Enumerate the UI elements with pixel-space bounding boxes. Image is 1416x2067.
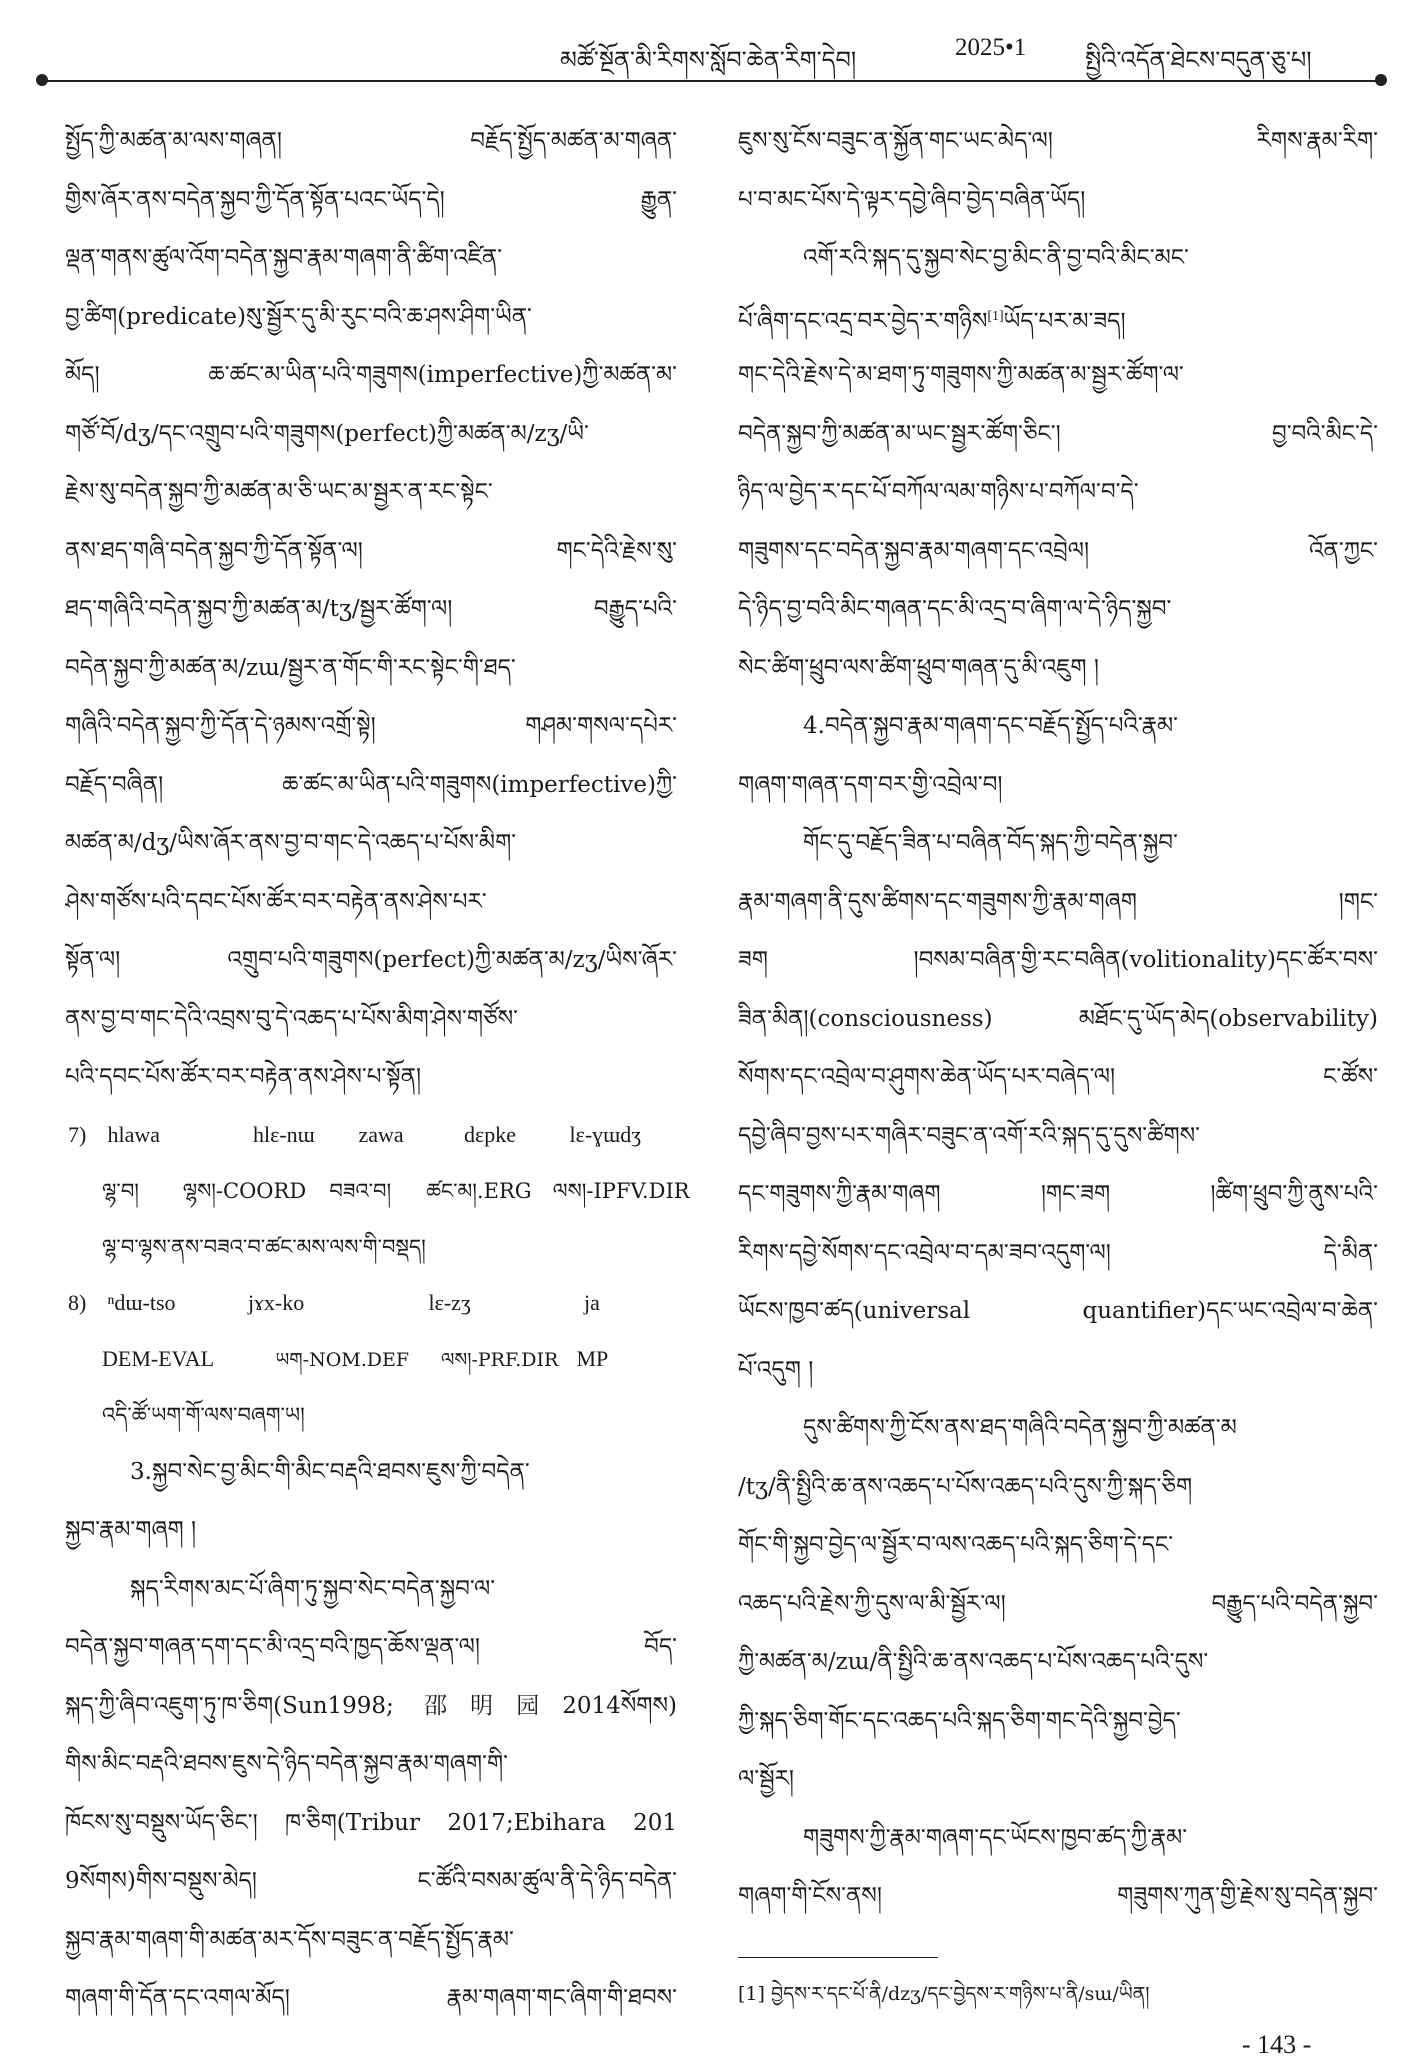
issue-number: 2025•1 — [955, 34, 1027, 61]
example-word: lɛ-ɣɯdʒ — [569, 1121, 642, 1147]
text-line: སྐད་རིགས་མང་པོ་ཞིག་ཏུ་སྐྱབ་སེང་བདེན་སྐྱབ་ལ་ — [130, 1575, 496, 1602]
example-gloss: ལས།-IPFV.DIR — [552, 1178, 690, 1203]
text-line: བརྗོད་བཞིན། ཆ་ཚང་མ་ཡིན་པའི་གཟུགས(imperfective)ཀྱི་ — [65, 771, 677, 798]
text-line: རིགས་དབྱེ་སོགས་དང་འབྲེལ་བ་དམ་ཟབ་འདུག་ལ། དེ་མིན་ — [738, 1239, 1378, 1266]
example-7-gloss — [65, 1163, 690, 1219]
text-line: ཤེས་གཙོས་པའི་དབང་པོས་ཚོར་བར་བརྟེན་ནས་ཤེས་པར་ — [65, 888, 487, 915]
header-rule — [40, 80, 1382, 82]
text-line: ཉིད་ལ་བྱེད་ར་དང་པོ་བཀོལ་ལམ་གཉིས་པ་བཀོལ་བ་དེ་ — [738, 479, 1139, 505]
section-heading-3-cont: སྐྱབ་རྣམ་གཞག ། — [65, 1517, 197, 1543]
example-8-words — [65, 1275, 677, 1331]
text-line: བྱ་ཚིག(predicate)སུ་སྦྱོར་དུ་མི་རུང་བའི་ཆ་ཤས་ཤིག་ཡིན་ — [65, 303, 532, 330]
text-line: གཞག་གི་ངོས་ནས། གཟུགས་ཀུན་གྱི་རྗེས་སུ་བདེན་སྐྱབ་ — [738, 1883, 1378, 1909]
example-8-gloss — [65, 1331, 677, 1387]
example-8 — [65, 1275, 677, 1443]
text-line — [738, 288, 1378, 347]
text-line: གོང་དུ་བརྗོད་ཟིན་པ་བཞིན་བོད་སྐད་ཀྱི་བདེན་སྐྱབ་ — [803, 830, 1178, 856]
text-line: དུས་ཚིགས་ཀྱི་ངོས་ནས་ཐད་གཞིའི་བདེན་སྐྱབ་ཀྱི་མཚན་མ — [803, 1415, 1237, 1441]
text-line: 9སོགས)གིས་བསྡུས་མེད། ང་ཚོའི་བསམ་ཚུལ་ནི་དེ་ཉིད་བདེན་ — [65, 1868, 677, 1894]
text-line: གཟུགས་ཀྱི་རྣམ་གཞག་དང་ཡོངས་ཁྱབ་ཚད་ཀྱི་རྣམ་ — [803, 1824, 1188, 1851]
text-line: འགོ་རའི་སྐད་དུ་སྐྱབ་སེང་བྱ་མིང་ནི་བྱ་བའི་མིང་མང་ — [803, 245, 1189, 271]
example-word: zawa — [358, 1121, 404, 1147]
example-gloss: ལྷས།-COORD — [182, 1178, 307, 1203]
section-heading-3: 3.སྐྱབ་སེང་བྱ་མིང་གི་མིང་བརྡའི་ཐབས་ཇུས་ཀྱི་བདེན་ — [130, 1458, 530, 1485]
text-line: བདེན་སྐྱབ་ཀྱི་མཚན་མ/zɯ/སྦྱར་ན་གོང་གི་རང་སྟེང་གི་ཐད་ — [65, 654, 516, 681]
example-word: lɛ-zʒ — [428, 1289, 471, 1315]
page-number: - 143 - — [1242, 2030, 1312, 2059]
text-line: གཞིའི་བདེན་སྐྱབ་ཀྱི་དོན་དེ་ཉམས་འགྲོ་སྟེ། གཤམ་གསལ་དཔེར་ — [65, 713, 677, 739]
text-line: གོང་གི་སྐྱབ་བྱེད་ལ་སྦྱོར་བ་ལས་འཆད་པའི་སྐད་ཅིག་དེ་དང་ — [738, 1532, 1174, 1558]
example-word: hlawa — [107, 1121, 161, 1147]
text-line: གཞག་གི་དོན་དང་འགལ་མོད། རྣམ་གཞག་གང་ཞིག་གི་ཐབས་ — [65, 1985, 677, 2011]
text-line: བདེན་སྐྱབ་གཞན་དག་དང་མི་འདྲ་བའི་ཁྱད་ཆོས་ལྡན་ལ། བོད་ — [65, 1634, 677, 1660]
text-line: རྗེས་སུ་བདེན་སྐྱབ་ཀྱི་མཚན་མ་ཅི་ཡང་མ་སྦྱར་ན་རང་སྟེང་ — [65, 479, 493, 505]
text-line: ཀྱི་སྐད་ཅིག་གོང་དང་འཆད་པའི་སྐད་ཅིག་གང་དེའི་སྐྱབ་བྱེད་ — [738, 1707, 1181, 1734]
text-span: པོ་ཞིག་དང་འདྲ་བར་བྱེད་ར་གཉིས — [738, 308, 988, 335]
example-word: hlɛ-nɯ — [253, 1121, 315, 1147]
text-line: ཟིན་མིན།(consciousness) མཐོང་དུ་ཡོད་མེད(observability) — [738, 1005, 1378, 1032]
journal-title: མཚོ་སྔོན་མི་རིགས་སློབ་ཆེན་རིག་དེབ། — [560, 46, 857, 74]
text-line: གྱིས་ཞོར་ནས་བདེན་སྐྱབ་ཀྱི་དོན་སྟོན་པའང་ཡོད་དེ། རྒྱུན་ — [65, 186, 677, 213]
example-number: 8) — [68, 1289, 87, 1315]
text-line: ཇུས་སུ་ངོས་བཟུང་ན་སྐྱོན་གང་ཡང་མེད་ལ། རིགས་རྣམ་རིག་ — [738, 128, 1378, 154]
text-line: མོད། ཆ་ཚང་མ་ཡིན་པའི་གཟུགས(imperfective)ཀྱི་མཚན་མ་ — [65, 362, 677, 388]
text-span: ཡོད་པར་མ་ཟད། — [1003, 308, 1126, 335]
left-column — [65, 112, 690, 2028]
header-rule-dot-left — [36, 74, 48, 86]
text-line: དང་གཟུགས་ཀྱི་རྣམ་གཞག །གང་ཟག །ཚིག་ཕྲུབ་ཀྱི་ནུས་པའི་ — [738, 1181, 1378, 1207]
text-line: སྤྱོད་ཀྱི་མཚན་མ་ལས་གཞན། བརྗོད་སྤྱོད་མཚན་མ་གཞན་ — [65, 128, 677, 154]
text-line: ཟག །བསམ་བཞིན་གྱི་རང་བཞིན(volitionality)དང་ཚོར་བས་ — [738, 947, 1378, 973]
text-line: སྐད་ཀྱི་ཞིབ་འཇུག་ཏུ་ཁ་ཅིག(Sun1998; 邵明园2014སོགས) — [65, 1692, 677, 1719]
text-line: འཆད་པའི་རྗེས་ཀྱི་དུས་ལ་མི་སྦྱོར་ལ། བརྒྱུད་པའི་བདེན་སྐྱབ་ — [738, 1590, 1378, 1617]
text-line: ནས་ཐད་གཞི་བདེན་སྐྱབ་ཀྱི་དོན་སྟོན་ལ། གང་དེའི་རྗེས་སུ་ — [65, 537, 677, 564]
text-line: གང་དེའི་རྗེས་དེ་མ་ཐག་ཏུ་གཟུགས་ཀྱི་མཚན་མ་སྦྱར་ཚོག་ལ་ — [738, 362, 1184, 388]
example-gloss: ཡག-NOM.DEF — [275, 1348, 410, 1371]
text-line: བདེན་སྐྱབ་ཀྱི་མཚན་མ་ཡང་སྦྱར་ཚོག་ཅིང་། བྱ་བའི་མིང་དེ་ — [738, 420, 1378, 447]
text-line: ཀྱི་མཚན་མ/zɯ/ནི་སྤྱིའི་ཆ་ནས་འཆད་པ་པོས་འཆད་པའི་དུས་ — [738, 1649, 1209, 1675]
example-number: 7) — [68, 1121, 87, 1147]
text-line: པ་བ་མང་པོས་དེ་ལྟར་དབྱེ་ཞིབ་བྱེད་བཞིན་ཡོད། — [738, 186, 1086, 213]
text-line: མཚན་མ/dʒ/ཡིས་ཞོར་ནས་བྱ་བ་གང་དེ་འཆད་པ་པོས་མིག་ — [65, 830, 517, 856]
example-word: ⁿdɯ-tso — [107, 1289, 176, 1315]
text-line: གཙོ་བོ/dʒ/དང་འགྲུབ་པའི་གཟུགས(perfect)ཀྱི་མཚན་མ/zʒ/ཡི་ — [65, 420, 589, 447]
example-gloss: DEM-EVAL — [102, 1345, 215, 1371]
text-line: དེ་ཉིད་བྱ་བའི་མིང་གཞན་དང་མི་འདྲ་བ་ཞིག་ལ་དེ་ཉིད་སྐྱབ་ — [738, 596, 1172, 622]
text-line: པའི་དབང་པོས་ཚོར་བར་བརྟེན་ནས་ཤེས་པ་སྟོན། — [65, 1064, 422, 1090]
text-line: པོ་འདུག ། — [738, 1356, 814, 1383]
footnote-rule — [738, 1957, 938, 1958]
text-line: ཐད་གཞིའི་བདེན་སྐྱབ་ཀྱི་མཚན་མ/tʒ/སྦྱར་ཚོག་ལ། བརྒྱུད་པའི་ — [65, 596, 677, 622]
text-line: /tʒ/ནི་སྤྱིའི་ཆ་ནས་འཆད་པ་པོས་འཆད་པའི་དུས་ཀྱི་སྐད་ཅིག — [738, 1473, 1193, 1500]
text-line: སྐྱབ་རྣམ་གཞག་གི་མཚན་མར་དོས་བཟུང་ན་བརྗོད་སྤྱོད་རྣམ་ — [65, 1926, 514, 1953]
example-gloss: ལས།-PRF.DIR — [441, 1348, 559, 1371]
text-line: དབྱེ་ཞིབ་བྱས་པར་གཞིར་བཟུང་ན་འགོ་རའི་སྐད་དུ་དུས་ཚིགས་ — [738, 1122, 1201, 1149]
example-gloss: ལྷ་བ། — [102, 1178, 139, 1203]
section-heading-4: 4.བདེན་སྐྱབ་རྣམ་གཞག་དང་བརྗོད་སྤྱོད་པའི་རྣམ་ — [803, 713, 1178, 739]
header-rule-dot-right — [1375, 74, 1387, 86]
text-line: ཡོངས་ཁྱབ་ཚད(universal quantifier)དང་ཡང་འབྲེལ་བ་ཆེན་ — [738, 1298, 1378, 1324]
text-line: གཟུགས་དང་བདེན་སྐྱབ་རྣམ་གཞག་དང་འབྲེལ། འོན་ཀྱང་ — [738, 537, 1378, 564]
text-line: ནས་བྱ་བ་གང་དེའི་འབྲས་བུ་དེ་འཆད་པ་པོས་མིག་ཤེས་གཙོས་ — [65, 1005, 519, 1032]
page-header — [0, 0, 1416, 90]
example-8-translation: འདི་ཚོ་ཡག་གོ་ལས་བཞག་ཡ། — [102, 1402, 305, 1427]
text-line: སྟོན་ལ། འགྲུབ་པའི་གཟུགས(perfect)ཀྱི་མཚན་མ/zʒ/ཡིས་ཞོར་ — [65, 947, 677, 973]
example-word: jɤx-ko — [248, 1289, 305, 1315]
text-line: རྣམ་གཞག་ནི་དུས་ཚིགས་དང་གཟུགས་ཀྱི་རྣམ་གཞག །གང་ — [738, 888, 1378, 915]
example-7-words — [65, 1107, 677, 1163]
example-7 — [65, 1107, 690, 1275]
example-gloss: ཚང་མ།.ERG — [426, 1178, 532, 1203]
example-word: ja — [584, 1289, 600, 1315]
footnote-marker[interactable]: [1] — [987, 308, 1004, 324]
text-line: ལ་སྦྱོར། — [738, 1766, 795, 1792]
section-heading-4-cont: གཞག་གཞན་དག་བར་གྱི་འབྲེལ་བ། — [738, 771, 1003, 798]
text-line: སེང་ཚིག་ཕྲུབ་ལས་ཚིག་ཕྲུབ་གཞན་དུ་མི་འཇུག ། — [738, 654, 1099, 681]
text-line: གིས་མིང་བརྡའི་ཐབས་ཇུས་དེ་ཉིད་བདེན་སྐྱབ་རྣམ་གཞག་གི་ — [65, 1751, 508, 1777]
text-line: ཁོངས་སུ་བསྡུས་ཡོད་ཅིང་། ཁ་ཅིག(Tribur 2017;Ebihara 201 — [65, 1809, 677, 1836]
right-column — [738, 112, 1378, 1926]
text-line: སོགས་དང་འབྲེལ་བ་ཤུགས་ཆེན་ཡོད་པར་བཞེད་ལ། ང་ཚོས་ — [738, 1064, 1378, 1090]
example-gloss: བཟའ་བ། — [329, 1178, 392, 1203]
example-7-translation: ལྷ་བ་ལྷས་ནས་བཟའ་བ་ཚང་མས་ལས་གི་བསྡད། — [102, 1234, 426, 1259]
example-gloss: MP — [576, 1345, 609, 1371]
footnote: [1] བྱེདས་ར་དང་པོ་ནི/dzʒ/དང་བྱེདས་ར་གཉིས་པ་ནི/sɯ/ཡིན། — [738, 1983, 1150, 2005]
text-line: ལྡན་གནས་ཚུལ་འོག་བདེན་སྐྱབ་རྣམ་གཞག་ནི་ཚིག་འཛིན་ — [65, 245, 503, 271]
section-label: སྤྱིའི་འདོན་ཐེངས་བདུན་ཅུ་པ། — [1085, 46, 1312, 74]
example-word: dɛpke — [464, 1121, 517, 1147]
